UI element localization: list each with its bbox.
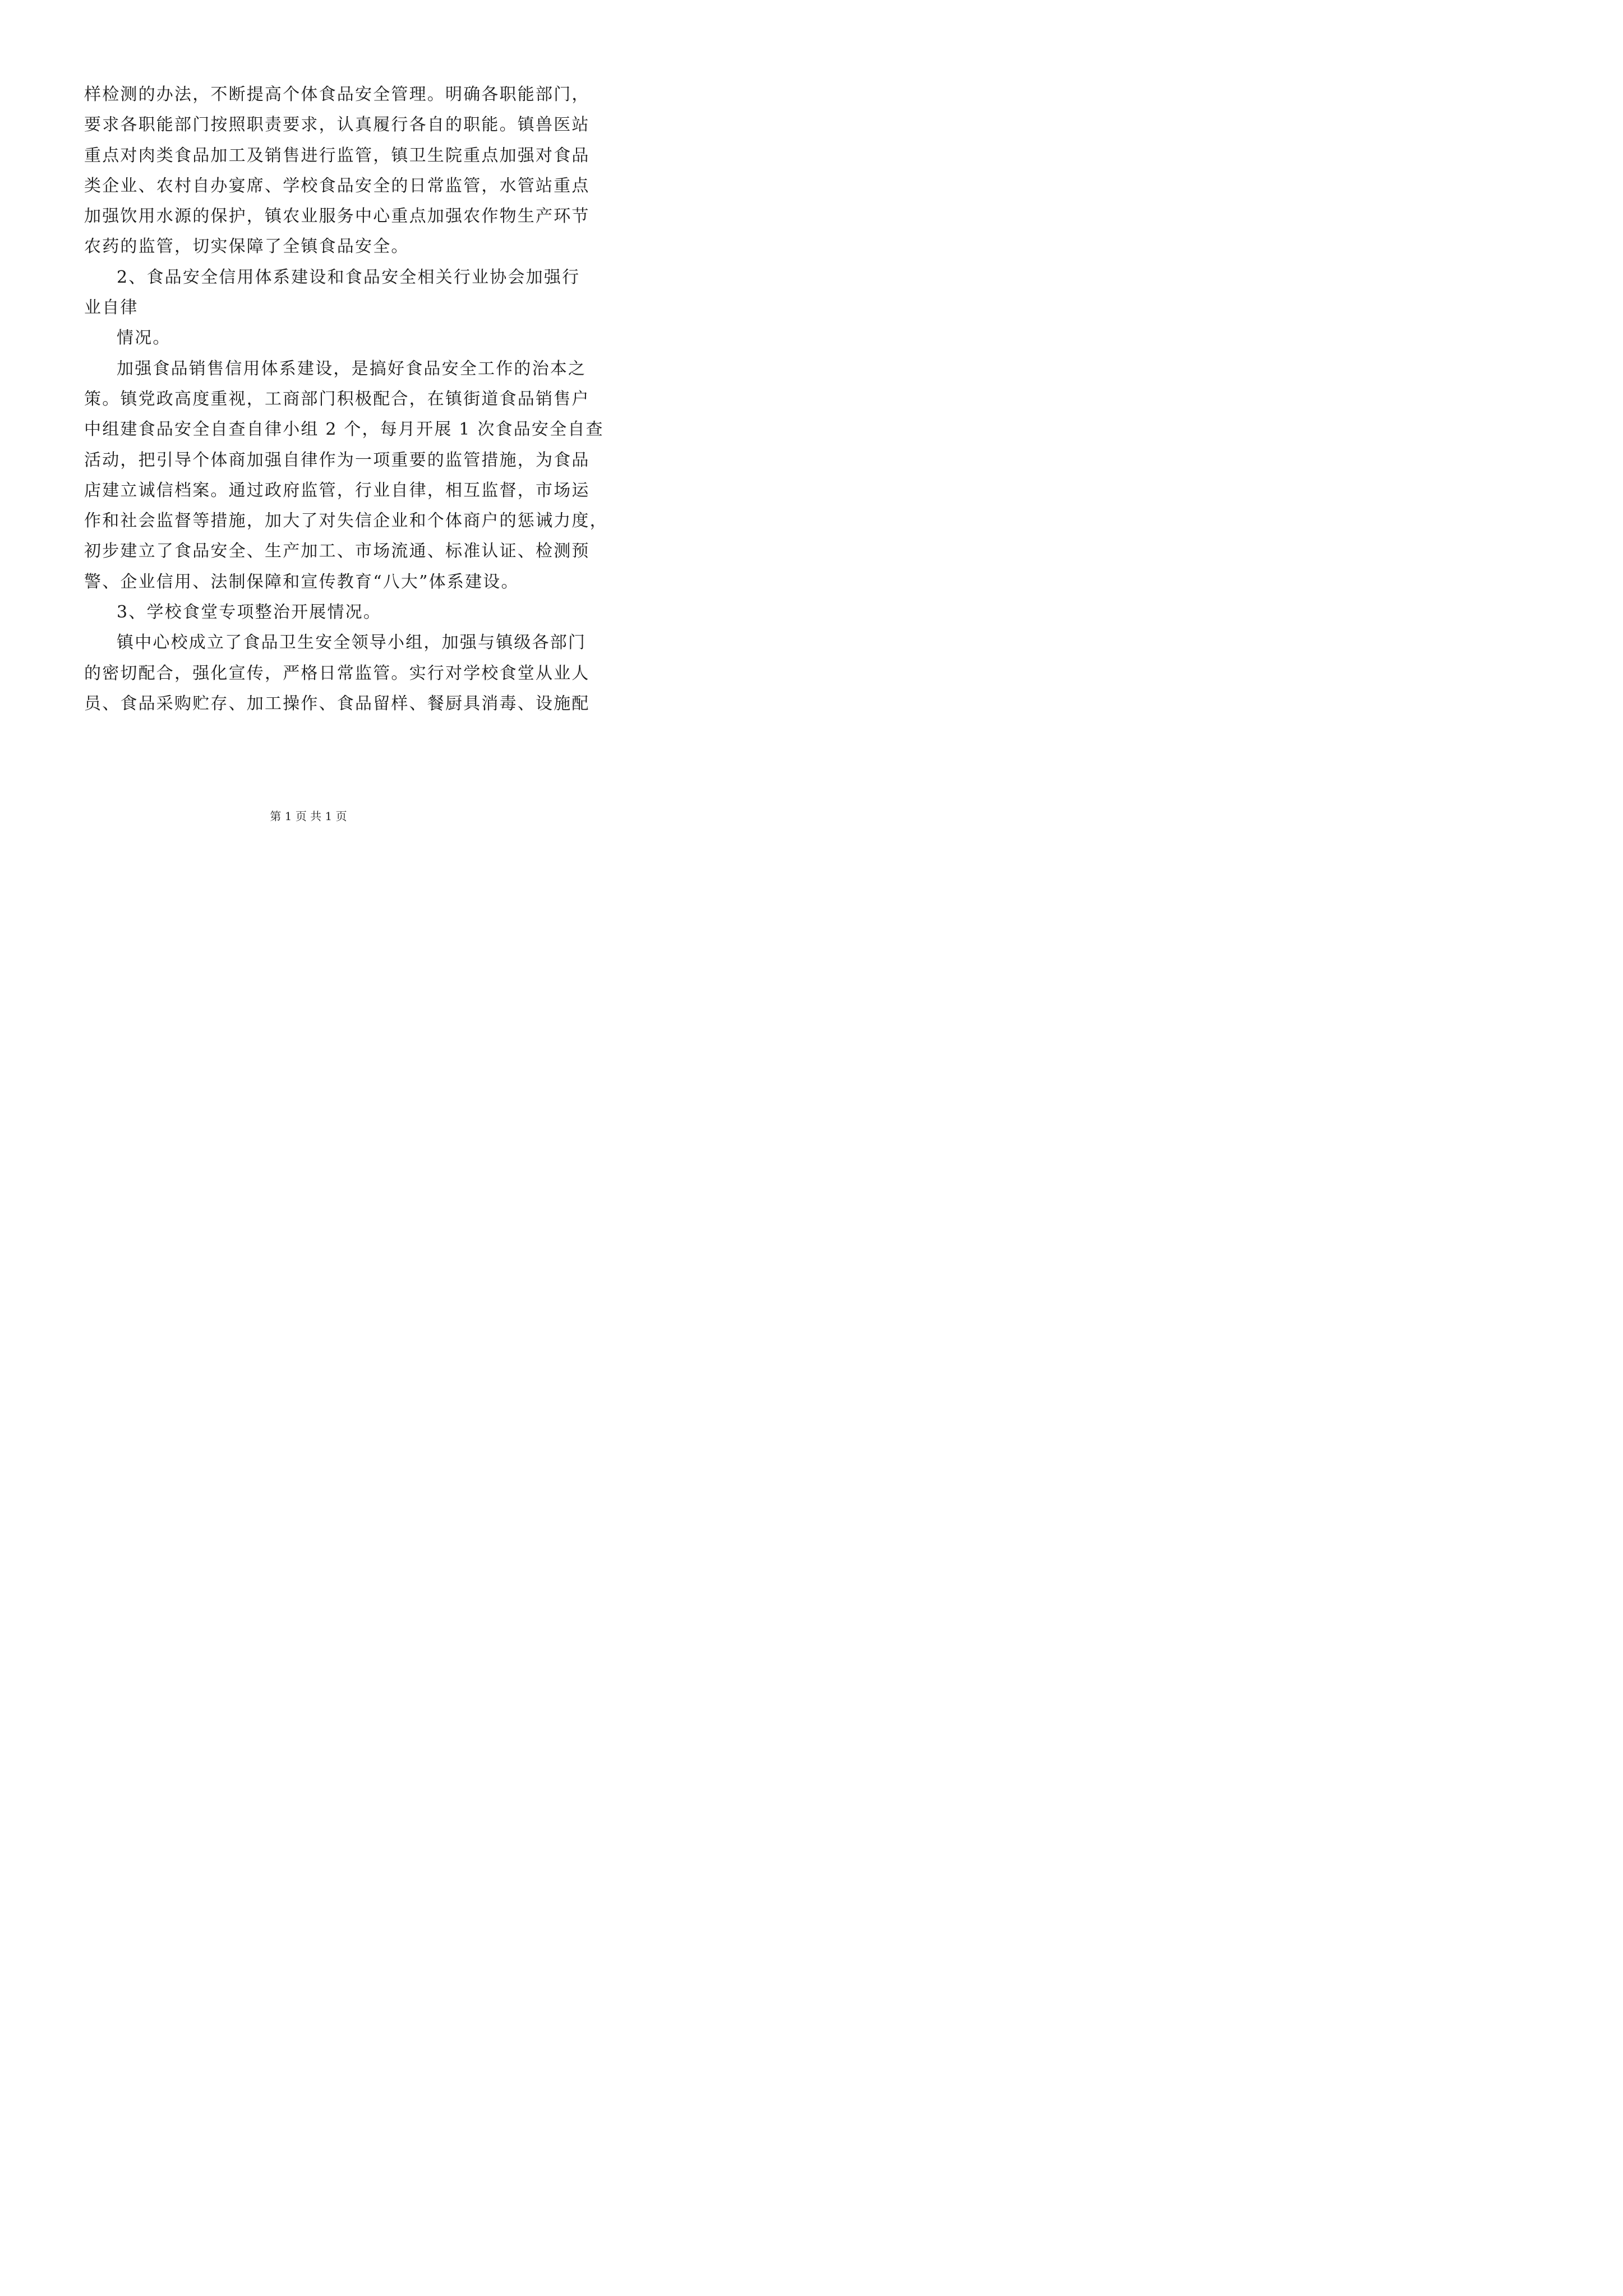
text-line: 活动，把引导个体商加强自律作为一项重要的监管措施，为食品 <box>84 450 590 470</box>
text-line: 加强饮用水源的保护，镇农业服务中心重点加强农作物生产环节 <box>84 206 590 227</box>
text-line: 店建立诚信档案。通过政府监管，行业自律，相互监督，市场运 <box>84 480 590 500</box>
text-line: 的密切配合，强化宣传，严格日常监管。实行对学校食堂从业人 <box>84 663 590 683</box>
text-line: 员、食品采购贮存、加工操作、食品留样、餐厨具消毒、设施配 <box>84 693 590 714</box>
text-line: 中组建食品安全自查自律小组 2 个，每月开展 1 次食品安全自查 <box>84 420 604 440</box>
text-line: 类企业、农村自办宴席、学校食品安全的日常监管，水管站重点 <box>84 176 590 196</box>
text-line: 要求各职能部门按照职责要求，认真履行各自的职能。镇兽医站 <box>84 115 590 135</box>
text-line: 重点对肉类食品加工及销售进行监管，镇卫生院重点加强对食品 <box>84 145 590 165</box>
document-body <box>84 80 608 719</box>
document-page <box>0 0 617 872</box>
text-line: 样检测的办法，不断提高个体食品安全管理。明确各职能部门， <box>84 85 590 104</box>
text-line: 农药的监管，切实保障了全镇食品安全。 <box>84 237 409 257</box>
text-line: 警、企业信用、法制保障和宣传教育“八大”体系建设。 <box>84 572 519 592</box>
text-line: 初步建立了食品安全、生产加工、市场流通、标准认证、检测预 <box>84 541 590 562</box>
section-heading-2: 2、食品安全信用体系建设和食品安全相关行业协会加强行 <box>117 267 580 287</box>
text-line: 策。镇党政高度重视，工商部门积极配合，在镇街道食品销售户 <box>84 389 590 409</box>
paragraph-start: 加强食品销售信用体系建设，是搞好食品安全工作的治本之 <box>117 358 587 379</box>
paragraph-start: 镇中心校成立了食品卫生安全领导小组，加强与镇级各部门 <box>117 633 587 653</box>
section-heading-3: 3、学校食堂专项整治开展情况。 <box>117 602 382 623</box>
text-line: 情况。 <box>117 328 171 348</box>
page-footer: 第 1 页 共 1 页 <box>270 809 347 823</box>
text-line: 业自律 <box>84 298 139 318</box>
text-line: 作和社会监督等措施，加大了对失信企业和个体商户的惩诫力度， <box>84 511 608 531</box>
